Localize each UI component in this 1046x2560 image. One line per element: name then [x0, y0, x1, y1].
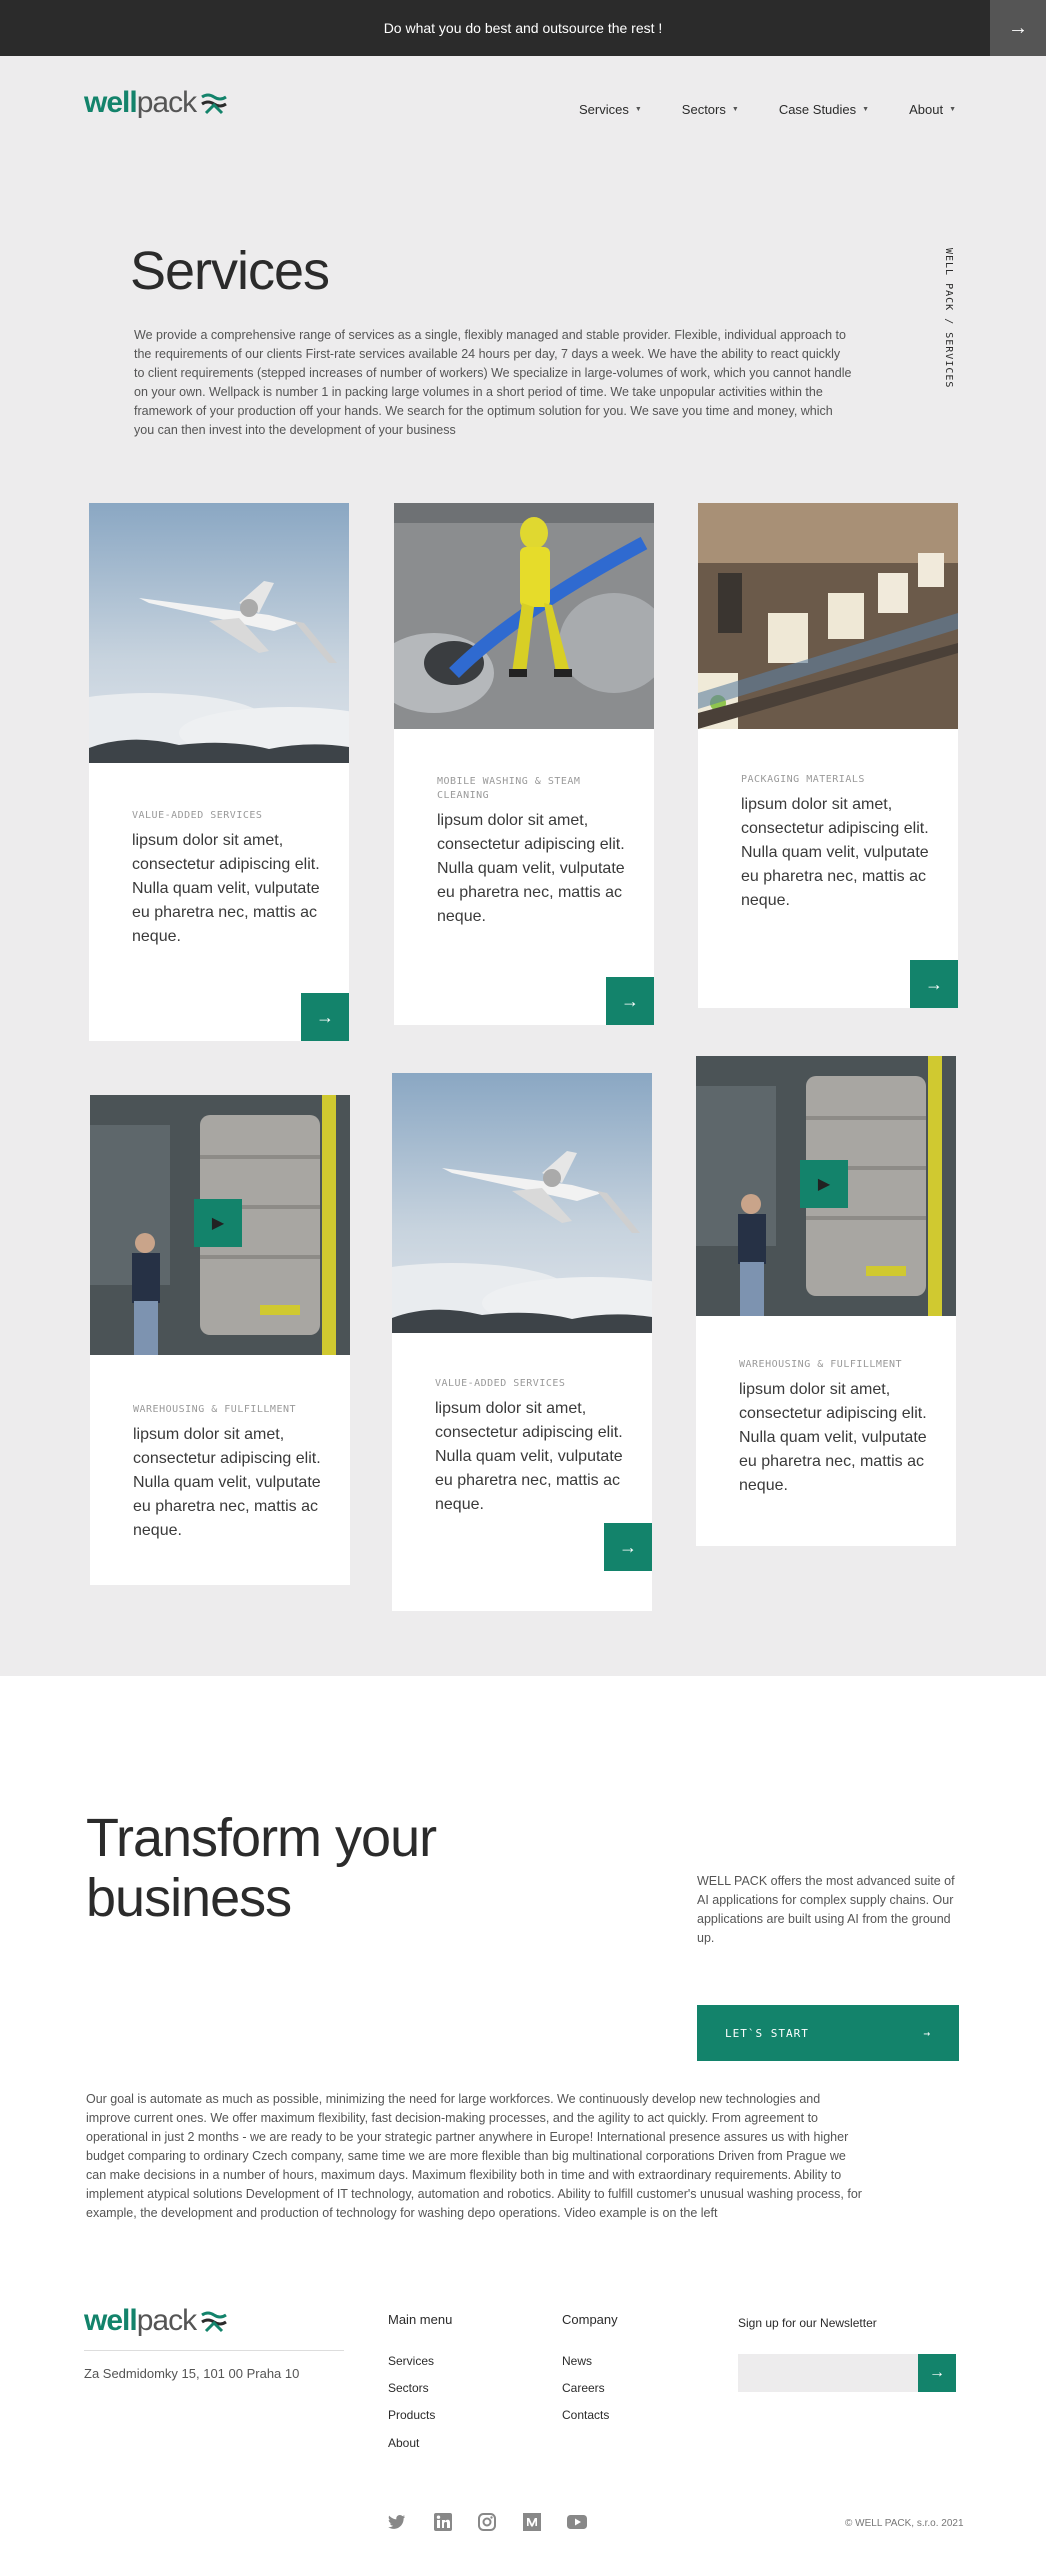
card-category: WAREHOUSING & FULFILLMENT — [739, 1359, 903, 1370]
card-category: MOBILE WASHING & STEAM CLEANING — [437, 776, 581, 801]
card-category: PACKAGING MATERIALS — [741, 774, 865, 785]
goal-paragraph: Our goal is automate as much as possible, minimizing the need for large workforces. We continuously develop new technologies and improve current ones. We offer maximum flexibility, fast decision-making processes, and the agility to act quickly. From agreement to operational in just 2 months - we are ready to be your strategic partner anywhere in Europe! International presence assures us with higher budget comparing to ordinary Czech company, same time we are more flexible than big multinational corporations Driven from Prague we can make decisions in a number of hours, maximum days. Maximum flexibility both in time and with extraordinary requirements. Ability to implement atypical solutions Development of IT technology, automation and robotics. Ability to fulfill customer's unusual washing process, for example, the development and production of technology for washing depo operations. Video example is on the left — [86, 2092, 862, 2220]
jet-image — [392, 1073, 652, 1333]
caret-down-icon: ▼ — [731, 106, 739, 113]
tank-image — [90, 1095, 350, 1355]
nav-item-about[interactable] — [909, 102, 956, 117]
transform-title-line2: business — [86, 1868, 292, 1928]
tank-image — [696, 1056, 956, 1316]
card-text: lipsum dolor sit amet, consectetur adipiscing elit. Nulla quam velit, vulputate eu pharetra nec, mattis ac neque. — [437, 812, 625, 925]
play-icon: ▶ — [211, 1215, 225, 1232]
logo[interactable] — [84, 86, 228, 120]
cta-label: LET`S START — [725, 2026, 809, 2040]
nav-item-services[interactable] — [579, 102, 642, 117]
vertical-breadcrumb: WELL PACK / SERVICES — [943, 248, 954, 389]
card-category: VALUE-ADDED SERVICES — [132, 810, 263, 821]
card-category: WAREHOUSING & FULFILLMENT — [133, 1404, 297, 1415]
washing-image — [394, 503, 654, 729]
card-arrow-button[interactable] — [604, 1523, 652, 1571]
logo-bold: well — [84, 2304, 137, 2337]
announcement-arrow-button[interactable] — [990, 0, 1046, 56]
twitter-icon[interactable] — [387, 2512, 407, 2532]
services-intro: We provide a comprehensive range of services as a single, flexibly managed and stable provider. Flexible, individual approach to the requirements of our clients First-rate services available 24 hours per day, 7 days a week. We have the ability to react quickly to client requirements (stepped increases of number of workers) We specialize in large-volumes of work, which you cannot handle on your own. Wellpack is number 1 in packing large volumes in a short period of time. We take unpopular activities within the framework of your production off your hands. We search for the optimum solution for you. We save you time and money, which you can then invest into the development of your business — [134, 328, 852, 437]
play-video-button[interactable] — [194, 1199, 242, 1247]
instagram-icon[interactable] — [477, 2512, 497, 2532]
logo-light: pack — [136, 86, 197, 119]
arrow-right-icon: → — [929, 2364, 945, 2381]
newsletter-title: Sign up for our Newsletter — [738, 2316, 877, 2330]
play-video-button[interactable] — [800, 1160, 848, 1208]
logo-mark-icon — [200, 91, 228, 115]
nav-item-sectors[interactable] — [682, 102, 739, 117]
footer-divider — [84, 2350, 344, 2351]
arrow-right-icon: → — [925, 973, 943, 994]
youtube-icon[interactable] — [567, 2512, 587, 2532]
arrow-right-icon: → — [1008, 16, 1028, 39]
nav-item-case-studies[interactable] — [779, 102, 869, 117]
card-text: lipsum dolor sit amet, consectetur adipiscing elit. Nulla quam velit, vulputate eu pharetra nec, mattis ac neque. — [739, 1381, 927, 1494]
service-card[interactable] — [394, 503, 654, 1025]
footer-link-careers[interactable]: Careers — [562, 2381, 605, 2395]
newsletter-submit-button[interactable] — [918, 2354, 956, 2392]
footer-link-news[interactable]: News — [562, 2354, 593, 2368]
caret-down-icon: ▼ — [634, 106, 642, 113]
transform-side-text: WELL PACK offers the most advanced suite of AI applications for complex supply chains. Our applications are built using AI from the ground up. — [697, 1874, 955, 1945]
footer-address: Za Sedmidomky 15, 101 00 Praha 10 — [84, 2366, 300, 2381]
linkedin-icon[interactable] — [433, 2512, 453, 2532]
main-nav — [579, 102, 956, 117]
card-arrow-button[interactable] — [606, 977, 654, 1025]
card-text: lipsum dolor sit amet, consectetur adipiscing elit. Nulla quam velit, vulputate eu pharetra nec, mattis ac neque. — [435, 1400, 623, 1513]
footer-link-products[interactable]: Products — [388, 2408, 436, 2422]
footer-main-menu-title: Main menu — [388, 2312, 453, 2327]
caret-down-icon: ▼ — [949, 106, 956, 113]
card-arrow-button[interactable] — [301, 993, 349, 1041]
packaging-image — [698, 503, 958, 729]
nav-label: Sectors — [681, 102, 726, 117]
footer-link-about[interactable]: About — [388, 2436, 420, 2450]
card-text: lipsum dolor sit amet, consectetur adipiscing elit. Nulla quam velit, vulputate eu pharetra nec, mattis ac neque. — [133, 1426, 321, 1539]
service-card[interactable] — [698, 503, 958, 1008]
logo-mark-icon — [200, 2309, 228, 2333]
newsletter-email-input[interactable] — [738, 2354, 918, 2392]
arrow-right-icon: → — [619, 1536, 637, 1557]
service-card[interactable] — [696, 1056, 956, 1546]
arrow-right-icon: → — [923, 2026, 931, 2040]
footer-logo[interactable] — [84, 2304, 228, 2338]
jet-image — [89, 503, 349, 763]
logo-light: pack — [136, 2304, 197, 2337]
logo-bold: well — [84, 86, 137, 119]
arrow-right-icon: → — [621, 990, 639, 1011]
nav-label: About — [909, 102, 944, 117]
card-arrow-button[interactable] — [910, 960, 958, 1008]
footer-link-contacts[interactable]: Contacts — [562, 2408, 610, 2422]
card-text: lipsum dolor sit amet, consectetur adipiscing elit. Nulla quam velit, vulputate eu pharetra nec, mattis ac neque. — [741, 796, 929, 909]
service-card[interactable] — [392, 1073, 652, 1611]
card-category: VALUE-ADDED SERVICES — [435, 1378, 566, 1389]
page-title: Services — [130, 241, 330, 301]
service-card[interactable] — [90, 1095, 350, 1585]
copyright: © WELL PACK, s.r.o. 2021 — [845, 2518, 964, 2529]
medium-icon[interactable] — [522, 2512, 542, 2532]
play-icon: ▶ — [817, 1176, 831, 1193]
transform-title-line1: Transform your — [86, 1808, 437, 1868]
nav-label: Case Studies — [778, 102, 857, 117]
service-card[interactable] — [89, 503, 349, 1041]
footer-link-sectors[interactable]: Sectors — [388, 2381, 429, 2395]
arrow-right-icon: → — [316, 1006, 334, 1027]
footer-company-title: Company — [562, 2312, 618, 2327]
transform-title — [86, 1808, 436, 1928]
footer-link-services[interactable]: Services — [388, 2354, 435, 2368]
announcement-bar — [0, 0, 1046, 56]
caret-down-icon: ▼ — [862, 106, 870, 113]
card-text: lipsum dolor sit amet, consectetur adipiscing elit. Nulla quam velit, vulputate eu pharetra nec, mattis ac neque. — [132, 832, 320, 945]
nav-label: Services — [579, 102, 629, 117]
announcement-text: Do what you do best and outsource the rest ! — [383, 20, 663, 36]
lets-start-button[interactable] — [697, 2005, 959, 2061]
